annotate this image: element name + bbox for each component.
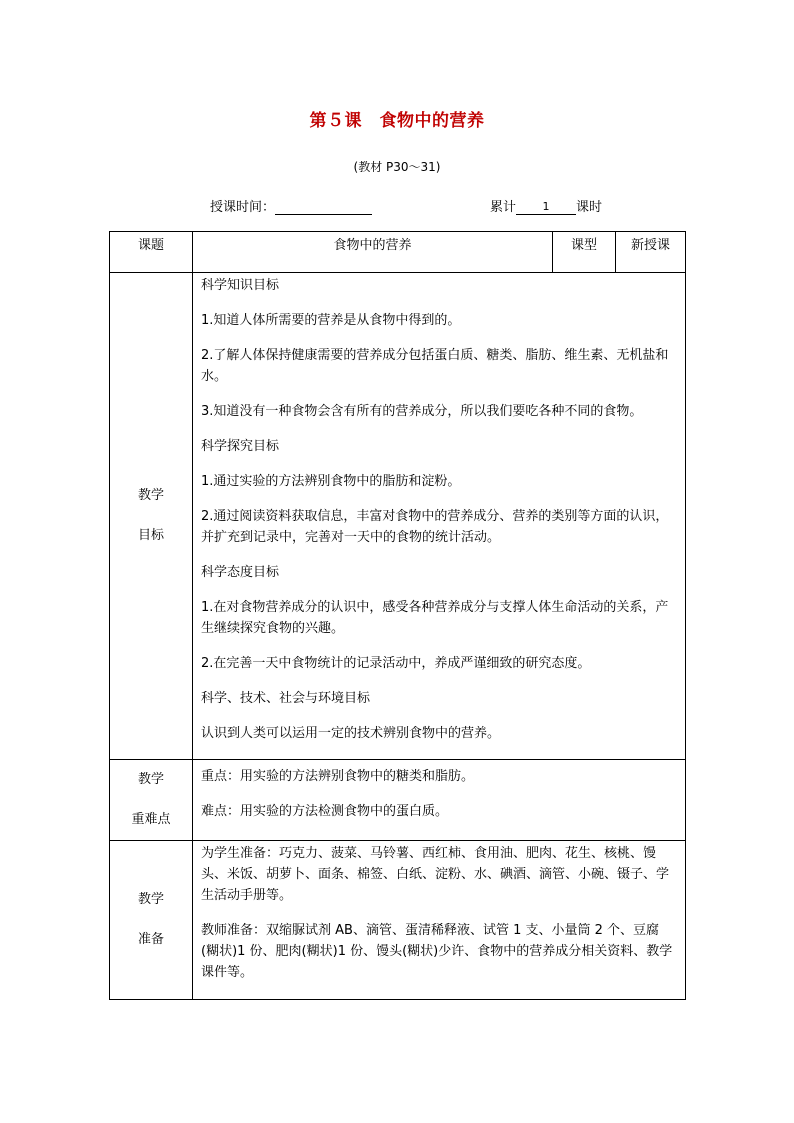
goal-item: 1.知道人体所需要的营养是从食物中得到的。 (201, 313, 461, 328)
goal-item: 2.了解人体保持健康需要的营养成分包括蛋白质、糖类、脂肪、维生素、无机盐和水。 (201, 348, 669, 384)
preparation-label (110, 841, 193, 1000)
total-hours (490, 196, 602, 215)
textbook-reference: (教材 P30～31) (353, 160, 441, 174)
goal-item: 2.在完善一天中食物统计的记录活动中，养成严谨细致的研究态度。 (201, 656, 591, 671)
key-point-item: 重点：用实验的方法辨别食物中的糖类和脂肪。 (201, 769, 475, 784)
goal-item: 1.在对食物营养成分的认识中，感受各种营养成分与支撑人体生命活动的关系，产生继续探究食物的兴趣。 (201, 600, 669, 636)
total-hours-prefix: 累计 (490, 200, 517, 215)
goal-item: 科学态度目标 (201, 565, 280, 580)
teaching-time (210, 196, 372, 215)
teaching-time-label: 授课时间： (210, 200, 276, 215)
preparation-content (193, 841, 686, 1000)
goals-content (193, 273, 686, 760)
lesson-title: 第５课 食物中的营养 (309, 111, 485, 131)
topic-label: 课题 (110, 232, 193, 273)
total-hours-value: 1 (516, 200, 576, 215)
goal-item: 认识到人类可以运用一定的技术辨别食物中的营养。 (201, 726, 501, 741)
goals-label-line2: 目标 (137, 528, 164, 543)
preparation-label-line2: 准备 (137, 932, 164, 947)
preparation-row (110, 841, 686, 1000)
lesson-type-label: 课型 (553, 232, 616, 273)
key-point-item: 难点：用实验的方法检测食物中的蛋白质。 (201, 804, 449, 819)
topic-value: 食物中的营养 (193, 232, 553, 273)
preparation-item: 教师准备：双缩脲试剂 AB、滴管、蛋清稀释液、试管 1 支、小量筒 2 个、豆腐(糊状)1 份、肥肉(糊状)1 份、馒头(糊状)少许、食物中的营养成分相关资料、教学课件等。 (201, 923, 673, 980)
goal-item: 科学探究目标 (201, 439, 280, 454)
goals-label (110, 273, 193, 760)
lesson-type-value: 新授课 (616, 232, 686, 273)
goals-label-line1: 教学 (137, 488, 164, 503)
preparation-item: 为学生准备：巧克力、菠菜、马铃薯、西红柿、食用油、肥肉、花生、核桃、馒头、米饭、胡萝卜、面条、棉签、白纸、淀粉、水、碘酒、滴管、小碗、镊子、学生活动手册等。 (201, 846, 670, 903)
key-points-content (193, 760, 686, 841)
preparation-label-line1: 教学 (137, 892, 164, 907)
table-header-row (110, 232, 686, 273)
goal-item: 3.知道没有一种食物会含有所有的营养成分，所以我们要吃各种不同的食物。 (201, 404, 643, 419)
key-points-row (110, 760, 686, 841)
goals-row (110, 273, 686, 760)
lesson-plan-table (109, 231, 686, 1000)
goal-item: 2.通过阅读资料获取信息，丰富对食物中的营养成分、营养的类别等方面的认识，并扩充到记录中，完善对一天中的食物的统计活动。 (201, 509, 669, 545)
goal-item: 1.通过实验的方法辨别食物中的脂肪和淀粉。 (201, 474, 461, 489)
key-points-label-line1: 教学 (137, 772, 164, 787)
key-points-label-line2: 重难点 (131, 812, 171, 827)
key-points-label (110, 760, 193, 841)
teaching-time-blank (275, 200, 372, 215)
goal-item: 科学知识目标 (201, 278, 280, 293)
goal-item: 科学、技术、社会与环境目标 (201, 691, 371, 706)
total-hours-suffix: 课时 (576, 200, 603, 215)
